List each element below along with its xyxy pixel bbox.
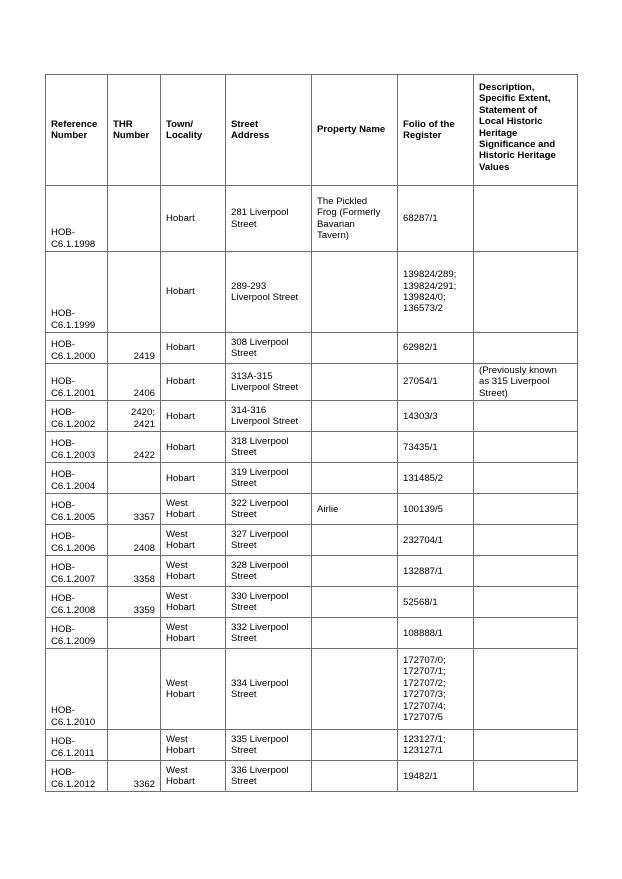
- reference-number-cell: [46, 761, 108, 792]
- header-property-name: [312, 75, 398, 186]
- thr-number-cell: [108, 730, 161, 761]
- cell-text-line: Hobart: [166, 540, 195, 552]
- cell-text-line: HOB-: [51, 469, 75, 481]
- street-address-cell: [226, 186, 312, 252]
- town-locality-cell: [161, 730, 226, 761]
- cell-text-line: 327 Liverpool: [231, 528, 289, 540]
- cell-text-line: THR: [113, 118, 133, 130]
- description-cell: [474, 556, 578, 587]
- reference-number-cell: [46, 649, 108, 730]
- town-locality-cell: [161, 432, 226, 463]
- cell-text-line: 139824/0;: [403, 292, 446, 303]
- cell-text-line: HOB-: [51, 736, 75, 748]
- heritage-register-table: [45, 74, 578, 792]
- description-cell: [474, 525, 578, 556]
- description-cell: [474, 333, 578, 364]
- cell-text-line: Liverpool Street: [231, 416, 299, 428]
- cell-text-line: Hobart: [166, 441, 195, 453]
- cell-text-line: 332 Liverpool: [231, 621, 289, 633]
- cell-text-line: 14303/3: [403, 410, 438, 422]
- table-row: [46, 761, 578, 792]
- cell-text-line: C6.1.2000: [51, 350, 96, 362]
- cell-text-line: HOB-: [51, 562, 75, 574]
- description-cell: [474, 649, 578, 730]
- thr-number-cell: [108, 401, 161, 432]
- cell-text-line: 131485/2: [403, 472, 444, 484]
- cell-text-line: 330 Liverpool: [231, 590, 289, 602]
- cell-text-line: Street: [231, 745, 257, 757]
- town-locality-cell: [161, 494, 226, 525]
- header-town-locality: [161, 75, 226, 186]
- cell-text-line: Hobart: [166, 602, 195, 614]
- cell-text-line: Significance and: [479, 139, 556, 151]
- cell-text-line: C6.1.1999: [51, 319, 96, 331]
- cell-text-line: 172707/4;: [403, 700, 446, 712]
- street-address-cell: [226, 494, 312, 525]
- thr-number-cell: [108, 432, 161, 463]
- town-locality-cell: [161, 186, 226, 252]
- cell-text-line: Street: [231, 602, 257, 614]
- cell-text-line: C6.1.2011: [51, 747, 95, 759]
- thr-number-cell: [108, 186, 161, 252]
- cell-text-line: HOB-: [51, 339, 75, 351]
- cell-text-line: 232704/1: [403, 534, 444, 546]
- folio-cell: [398, 556, 474, 587]
- folio-cell: [398, 730, 474, 761]
- street-address-cell: [226, 761, 312, 792]
- cell-text-line: 73435/1: [403, 441, 438, 453]
- cell-text-line: Liverpool Street: [231, 382, 299, 394]
- street-address-cell: [226, 730, 312, 761]
- cell-text-line: 3358: [133, 573, 155, 585]
- cell-text-line: 139824/289;: [403, 269, 457, 281]
- folio-cell: [398, 186, 474, 252]
- cell-text-line: West: [166, 733, 188, 745]
- reference-number-cell: [46, 401, 108, 432]
- town-locality-cell: [161, 649, 226, 730]
- cell-text-line: Hobart: [166, 571, 195, 583]
- cell-text-line: The Pickled: [317, 195, 368, 207]
- folio-cell: [398, 364, 474, 401]
- thr-number-cell: [108, 333, 161, 364]
- cell-text-line: Street: [231, 218, 257, 230]
- description-cell: [474, 252, 578, 333]
- cell-text-line: 334 Liverpool: [231, 677, 289, 689]
- cell-text-line: 314-316: [231, 404, 267, 416]
- cell-text-line: 123127/1: [403, 745, 444, 757]
- street-address-cell: [226, 649, 312, 730]
- description-cell: [474, 463, 578, 494]
- cell-text-line: Hobart: [166, 410, 195, 422]
- cell-text-line: 136573/2: [403, 303, 444, 315]
- property-name-cell: [312, 333, 398, 364]
- table-row: [46, 401, 578, 432]
- folio-cell: [398, 401, 474, 432]
- header-folio: [398, 75, 474, 186]
- cell-text-line: 100139/5: [403, 503, 444, 515]
- cell-text-line: West: [166, 764, 188, 776]
- cell-text-line: 322 Liverpool: [231, 497, 289, 509]
- cell-text-line: Hobart: [166, 633, 195, 645]
- property-name-cell: [312, 364, 398, 401]
- thr-number-cell: [108, 364, 161, 401]
- cell-text-line: West: [166, 677, 188, 689]
- street-address-cell: [226, 252, 312, 333]
- cell-text-line: Street: [231, 509, 257, 521]
- cell-text-line: Bavarian: [317, 218, 355, 230]
- cell-text-line: Street: [231, 689, 257, 701]
- cell-text-line: 62982/1: [403, 342, 438, 354]
- description-cell: [474, 618, 578, 649]
- street-address-cell: [226, 587, 312, 618]
- cell-text-line: HOB-: [51, 531, 75, 543]
- cell-text-line: 3362: [133, 778, 155, 790]
- cell-text-line: Hobart: [166, 745, 195, 757]
- cell-text-line: Register: [403, 130, 442, 141]
- cell-text-line: West: [166, 590, 188, 602]
- cell-text-line: 68287/1: [403, 212, 438, 224]
- cell-text-line: Street: [231, 348, 257, 359]
- cell-text-line: Hobart: [166, 286, 195, 298]
- cell-text-line: 132887/1: [403, 565, 444, 577]
- cell-text-line: Frog (Formerly: [317, 207, 381, 219]
- thr-number-cell: [108, 252, 161, 333]
- street-address-cell: [226, 401, 312, 432]
- cell-text-line: Locality: [166, 130, 203, 141]
- cell-text-line: as 315 Liverpool: [479, 376, 550, 388]
- folio-cell: [398, 494, 474, 525]
- table-row: [46, 587, 578, 618]
- cell-text-line: 2420;: [130, 407, 155, 419]
- cell-text-line: C6.1.2009: [51, 635, 96, 647]
- reference-number-cell: [46, 333, 108, 364]
- cell-text-line: Town/: [166, 118, 193, 130]
- table-row: [46, 525, 578, 556]
- property-name-cell: [312, 525, 398, 556]
- reference-number-cell: [46, 587, 108, 618]
- thr-number-cell: [108, 525, 161, 556]
- town-locality-cell: [161, 761, 226, 792]
- folio-cell: [398, 761, 474, 792]
- reference-number-cell: [46, 556, 108, 587]
- cell-text-line: C6.1.2005: [51, 511, 96, 523]
- cell-text-line: Heritage: [479, 127, 518, 139]
- table-body: [46, 186, 578, 792]
- description-cell: [474, 364, 578, 401]
- cell-text-line: 319 Liverpool: [231, 466, 289, 478]
- table-row: [46, 252, 578, 333]
- reference-number-cell: [46, 432, 108, 463]
- cell-text-line: Street: [231, 633, 257, 645]
- table-row: [46, 556, 578, 587]
- town-locality-cell: [161, 587, 226, 618]
- cell-text-line: C6.1.2004: [51, 480, 96, 492]
- table-row: [46, 494, 578, 525]
- cell-text-line: HOB-: [51, 624, 75, 636]
- header-thr-number: [108, 75, 161, 186]
- cell-text-line: C6.1.2007: [51, 573, 96, 585]
- table-row: [46, 618, 578, 649]
- cell-text-line: 2408: [133, 542, 155, 554]
- cell-text-line: Number: [51, 130, 88, 141]
- property-name-cell: [312, 761, 398, 792]
- cell-text-line: Street): [479, 387, 508, 399]
- cell-text-line: 139824/291;: [403, 280, 457, 292]
- reference-number-cell: [46, 494, 108, 525]
- cell-text-line: HOB-: [51, 308, 75, 320]
- cell-text-line: HOB-: [51, 593, 75, 605]
- cell-text-line: Hobart: [166, 776, 195, 788]
- property-name-cell: [312, 730, 398, 761]
- cell-text-line: Description,: [479, 82, 535, 93]
- description-cell: [474, 761, 578, 792]
- property-name-cell: [312, 494, 398, 525]
- cell-text-line: Statement of: [479, 104, 538, 116]
- cell-text-line: HOB-: [51, 705, 75, 717]
- reference-number-cell: [46, 364, 108, 401]
- cell-text-line: West: [166, 528, 188, 540]
- cell-text-line: HOB-: [51, 376, 75, 388]
- cell-text-line: C6.1.2010: [51, 716, 96, 728]
- cell-text-line: West: [166, 559, 188, 571]
- folio-cell: [398, 525, 474, 556]
- cell-text-line: 172707/3;: [403, 689, 446, 701]
- thr-number-cell: [108, 587, 161, 618]
- town-locality-cell: [161, 556, 226, 587]
- reference-number-cell: [46, 618, 108, 649]
- table-row: [46, 730, 578, 761]
- thr-number-cell: [108, 649, 161, 730]
- cell-text-line: Hobart: [166, 472, 195, 484]
- header-reference-number: [46, 75, 108, 186]
- cell-text-line: Values: [479, 161, 510, 173]
- folio-cell: [398, 432, 474, 463]
- street-address-cell: [226, 556, 312, 587]
- cell-text-line: Street: [231, 540, 257, 552]
- cell-text-line: C6.1.1998: [51, 238, 96, 250]
- reference-number-cell: [46, 252, 108, 333]
- folio-cell: [398, 333, 474, 364]
- header-row: [46, 75, 578, 186]
- town-locality-cell: [161, 333, 226, 364]
- table-row: [46, 364, 578, 401]
- cell-text-line: 172707/0;: [403, 655, 446, 666]
- cell-text-line: 52568/1: [403, 596, 438, 608]
- cell-text-line: C6.1.2012: [51, 778, 96, 790]
- cell-text-line: Specific Extent,: [479, 93, 551, 105]
- town-locality-cell: [161, 364, 226, 401]
- cell-text-line: 289-293: [231, 280, 267, 292]
- cell-text-line: Street: [231, 478, 257, 490]
- cell-text-line: Hobart: [166, 212, 195, 224]
- cell-text-line: 3359: [133, 604, 155, 616]
- cell-text-line: Tavern): [317, 229, 349, 241]
- property-name-cell: [312, 587, 398, 618]
- property-name-cell: [312, 649, 398, 730]
- folio-cell: [398, 618, 474, 649]
- cell-text-line: 2422: [133, 449, 155, 461]
- cell-text-line: 313A-315: [231, 370, 273, 382]
- cell-text-line: Reference: [51, 118, 98, 130]
- cell-text-line: 27054/1: [403, 376, 438, 388]
- cell-text-line: Hobart: [166, 342, 195, 354]
- town-locality-cell: [161, 401, 226, 432]
- cell-text-line: Street: [231, 776, 257, 788]
- thr-number-cell: [108, 463, 161, 494]
- cell-text-line: 19482/1: [403, 770, 438, 782]
- cell-text-line: Property Name: [317, 124, 386, 136]
- thr-number-cell: [108, 761, 161, 792]
- thr-number-cell: [108, 618, 161, 649]
- cell-text-line: (Previously known: [479, 365, 557, 376]
- cell-text-line: HOB-: [51, 767, 75, 779]
- description-cell: [474, 186, 578, 252]
- street-address-cell: [226, 525, 312, 556]
- cell-text-line: 2406: [133, 387, 155, 399]
- description-cell: [474, 494, 578, 525]
- thr-number-cell: [108, 556, 161, 587]
- property-name-cell: [312, 618, 398, 649]
- table-row: [46, 649, 578, 730]
- cell-text-line: HOB-: [51, 438, 75, 450]
- cell-text-line: Street: [231, 447, 257, 459]
- town-locality-cell: [161, 252, 226, 333]
- cell-text-line: 2419: [133, 350, 155, 362]
- property-name-cell: [312, 252, 398, 333]
- town-locality-cell: [161, 463, 226, 494]
- cell-text-line: C6.1.2006: [51, 542, 96, 554]
- town-locality-cell: [161, 618, 226, 649]
- cell-text-line: West: [166, 621, 188, 633]
- cell-text-line: Number: [113, 130, 150, 141]
- folio-cell: [398, 649, 474, 730]
- description-cell: [474, 587, 578, 618]
- reference-number-cell: [46, 525, 108, 556]
- description-cell: [474, 730, 578, 761]
- cell-text-line: Street: [231, 118, 259, 130]
- property-name-cell: [312, 401, 398, 432]
- cell-text-line: Hobart: [166, 509, 195, 521]
- cell-text-line: 172707/2;: [403, 677, 446, 689]
- description-cell: [474, 432, 578, 463]
- folio-cell: [398, 587, 474, 618]
- cell-text-line: 281 Liverpool: [231, 207, 289, 219]
- street-address-cell: [226, 333, 312, 364]
- cell-text-line: 172707/5: [403, 712, 444, 724]
- property-name-cell: [312, 463, 398, 494]
- reference-number-cell: [46, 463, 108, 494]
- cell-text-line: 3357: [133, 511, 155, 523]
- thr-number-cell: [108, 494, 161, 525]
- cell-text-line: West: [166, 497, 188, 509]
- table-row: [46, 333, 578, 364]
- header-street-address: [226, 75, 312, 186]
- cell-text-line: C6.1.2008: [51, 604, 96, 616]
- cell-text-line: 2421: [133, 418, 155, 430]
- cell-text-line: 335 Liverpool: [231, 733, 289, 745]
- table-row: [46, 463, 578, 494]
- table-row: [46, 432, 578, 463]
- cell-text-line: 108888/1: [403, 627, 444, 639]
- reference-number-cell: [46, 186, 108, 252]
- cell-text-line: C6.1.2003: [51, 449, 96, 461]
- cell-text-line: Street: [231, 571, 257, 583]
- cell-text-line: 318 Liverpool: [231, 435, 289, 447]
- cell-text-line: Airlie: [317, 503, 339, 515]
- property-name-cell: [312, 186, 398, 252]
- description-cell: [474, 401, 578, 432]
- header-description: [474, 75, 578, 186]
- cell-text-line: Hobart: [166, 376, 195, 388]
- cell-text-line: Folio of the: [403, 118, 455, 130]
- reference-number-cell: [46, 730, 108, 761]
- cell-text-line: 172707/1;: [403, 666, 446, 678]
- cell-text-line: Historic Heritage: [479, 150, 556, 162]
- cell-text-line: Address: [231, 130, 270, 141]
- street-address-cell: [226, 364, 312, 401]
- street-address-cell: [226, 618, 312, 649]
- cell-text-line: Local Historic: [479, 116, 543, 128]
- street-address-cell: [226, 432, 312, 463]
- property-name-cell: [312, 556, 398, 587]
- cell-text-line: C6.1.2002: [51, 418, 96, 430]
- cell-text-line: 336 Liverpool: [231, 764, 289, 776]
- cell-text-line: HOB-: [51, 227, 75, 239]
- cell-text-line: HOB-: [51, 407, 75, 419]
- folio-cell: [398, 463, 474, 494]
- street-address-cell: [226, 463, 312, 494]
- town-locality-cell: [161, 525, 226, 556]
- cell-text-line: C6.1.2001: [51, 387, 96, 399]
- cell-text-line: 123127/1;: [403, 733, 446, 745]
- property-name-cell: [312, 432, 398, 463]
- table-row: [46, 186, 578, 252]
- cell-text-line: 308 Liverpool: [231, 336, 289, 348]
- folio-cell: [398, 252, 474, 333]
- cell-text-line: 328 Liverpool: [231, 559, 289, 571]
- cell-text-line: Liverpool Street: [231, 292, 299, 303]
- cell-text-line: HOB-: [51, 500, 75, 512]
- cell-text-line: Hobart: [166, 689, 195, 701]
